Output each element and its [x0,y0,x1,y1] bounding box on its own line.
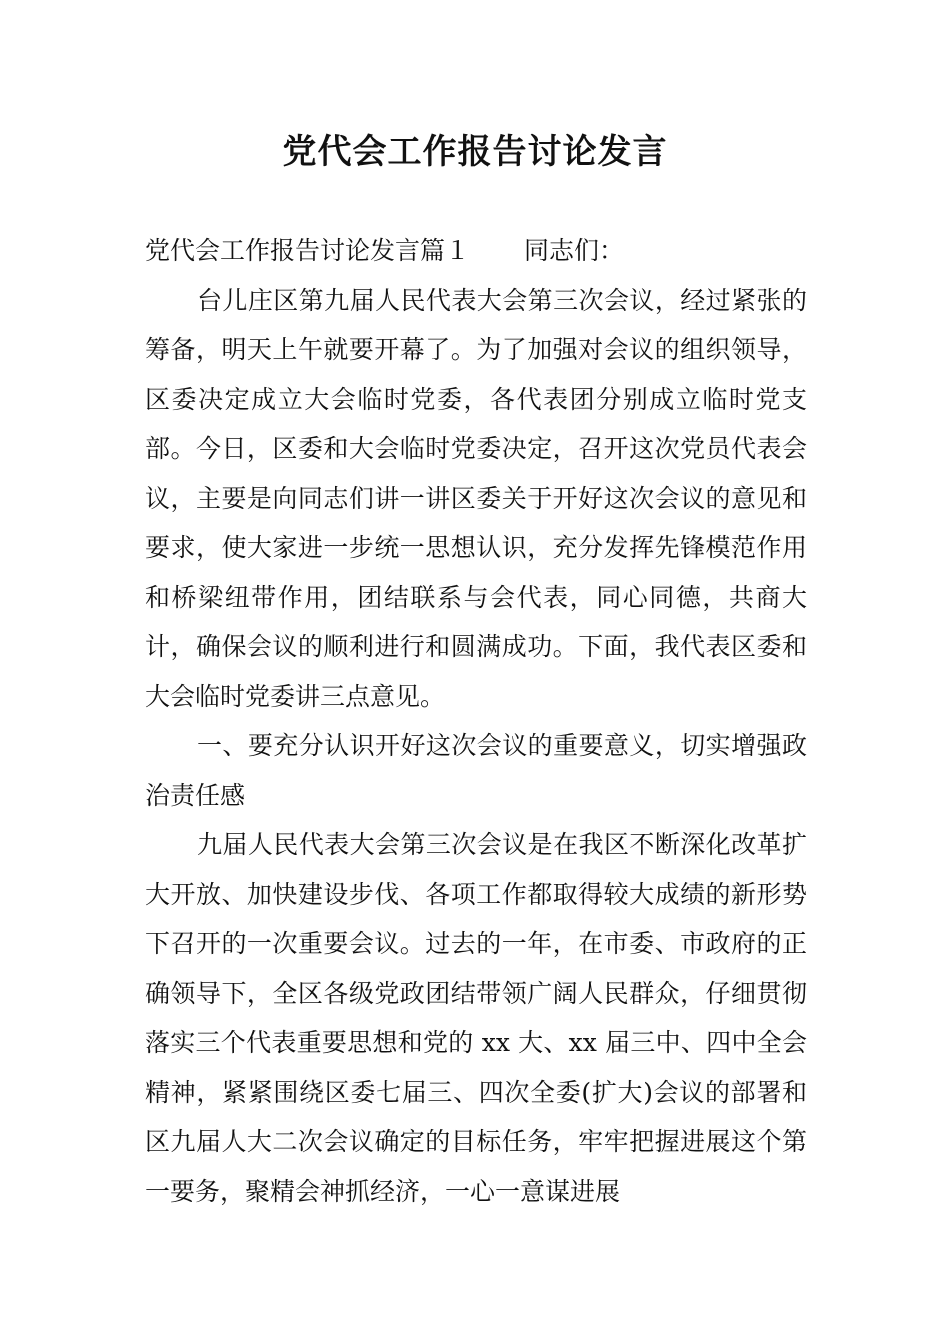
greeting: 同志们： [524,236,625,265]
heading-line [145,226,807,276]
document-body [145,226,807,1216]
part-label: 党代会工作报告讨论发言篇１ [145,236,471,265]
page-title: 党代会工作报告讨论发言 [282,132,668,172]
section-heading-1: 一、要充分认识开好这次会议的重要意义，切实增强政治责任感 [145,731,807,810]
paragraph-intro: 台儿庄区第九届人民代表大会第三次会议，经过紧张的筹备，明天上午就要开幕了。为了加强对会议的组织领导，区委决定成立大会临时党委，各代表团分别成立临时党支部。今日，区委和大会临时党委决定，召开这次党员代表会议，主要是向同志们讲一讲区委关于开好这次会议的意见和要求，使大家进一步统一思想认识，充分发挥先锋模范作用和桥梁纽带作用，团结联系与会代表，同心同德，共商大计，确保会议的顺利进行和圆满成功。下面，我代表区委和大会临时党委讲三点意见。 [145,285,807,711]
paragraph-section-1: 九届人民代表大会第三次会议是在我区不断深化改革扩大开放、加快建设步伐、各项工作都取得较大成绩的新形势下召开的一次重要会议。过去的一年，在市委、市政府的正确领导下，全区各级党政团结带领广阔人民群众，仔细贯彻落实三个代表重要思想和党的 xx 大、xx 届三中、四中全会精神，紧紧围绕区委七届三、四次全委(扩大)会议的部署和区九届人大二次会议确定的目标任务，牢牢把握进展这个第一要务，聚精会神抓经济，一心一意谋进展 [145,830,807,1206]
